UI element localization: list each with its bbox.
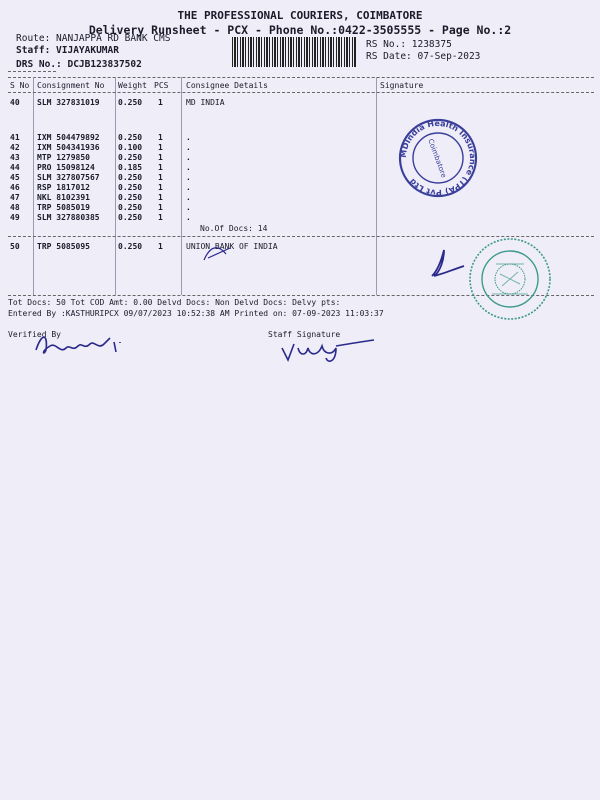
drs-number: DRS No.: DCJB123837502 [16,59,142,70]
row-consignee: . [186,133,191,142]
row-weight: 0.250 [118,213,143,222]
col-divider [33,77,34,295]
bank-stamp [466,236,554,322]
row-weight: 0.250 [118,98,143,107]
row-weight: 0.250 [118,183,143,192]
row-sno: 42 [10,143,20,152]
staff-signature [278,334,378,364]
stamp-ring-text: MDIndia Health Insurance (TPA) Pvt Ltd [398,118,478,198]
row-sno: 50 [10,242,20,251]
row-consignee: . [186,163,191,172]
row-weight: 0.250 [118,153,143,162]
col-divider [115,77,116,295]
col-divider [181,77,182,295]
row-sno: 44 [10,163,20,172]
row-weight: 0.250 [118,203,143,212]
row-pcs: 1 [158,98,163,107]
row-consignee: . [186,193,191,202]
rs-number: RS No.: 1238375 [366,39,452,50]
row-pcs: 1 [158,203,163,212]
row-consignment: IXM 504341936 [37,143,100,152]
row-sno: 45 [10,173,20,182]
row-weight: 0.250 [118,193,143,202]
row-sno: 46 [10,183,20,192]
row-weight: 0.100 [118,143,143,152]
header-rule-short [8,71,56,72]
row-sno: 49 [10,213,20,222]
verified-signature [32,330,132,360]
row50-signature [424,246,466,280]
route-label: Route: NANJAPPA RD BANK CMS [16,33,171,44]
row-pcs: 1 [158,143,163,152]
row-pcs: 1 [158,242,163,251]
col-header-consignment: Consignment No [37,81,105,90]
col-divider [376,77,377,295]
verified-by-label: Verified By [8,330,61,339]
row-pcs: 1 [158,153,163,162]
company-title: THE PROFESSIONAL COURIERS, COIMBATORE [177,9,423,22]
no-of-docs: No.Of Docs: 14 [200,224,268,233]
row-consignment: NKL 8102391 [37,193,90,202]
row-consignment: SLM 327807567 [37,173,100,182]
row-sno: 43 [10,153,20,162]
row-weight: 0.250 [118,242,143,251]
table-top-rule [8,77,594,78]
rs-date: RS Date: 07-Sep-2023 [366,51,481,62]
mdindia-stamp [393,118,483,198]
totals-line: Tot Docs: 50 Tot COD Amt: 0.00 Delvd Docs: Non Delvd Docs: Delvy pts: [8,298,341,307]
col-header-pcs: PCS [154,81,169,90]
row-consignment: SLM 327880385 [37,213,100,222]
row-consignee: . [186,183,191,192]
consignee-mark [200,240,236,266]
row-pcs: 1 [158,193,163,202]
row-consignment: IXM 504479892 [37,133,100,142]
row-consignee: UNION BANK OF INDIA [186,242,278,251]
row-weight: 0.250 [118,133,143,142]
staff-label: Staff: VIJAYAKUMAR [16,45,119,56]
row-consignment: TRP 5085095 [37,242,90,251]
row-consignment: TRP 5085019 [37,203,90,212]
row-pcs: 1 [158,133,163,142]
row-consignee: . [186,143,191,152]
row-sno: 47 [10,193,20,202]
row-pcs: 1 [158,213,163,222]
entered-by-line: Entered By :KASTHURIPCX 09/07/2023 10:52:38 AM Printed on: 07-09-2023 11:03:37 [8,309,384,318]
row-pcs: 1 [158,173,163,182]
row-weight: 0.250 [118,173,143,182]
row-consignee: MD INDIA [186,98,225,107]
row-pcs: 1 [158,183,163,192]
row-consignment: MTP 1279850 [37,153,90,162]
row-consignee: . [186,153,191,162]
row-sno: 40 [10,98,20,107]
col-header-weight: Weight [118,81,147,90]
stamp-center-text: Coimbatore [426,137,448,179]
row-consignee: . [186,203,191,212]
row-weight: 0.185 [118,163,143,172]
row-consignment: PRO 15098124 [37,163,95,172]
row-pcs: 1 [158,163,163,172]
row-sno: 41 [10,133,20,142]
col-header-sno: S No [10,81,30,90]
runsheet-title: Delivery Runsheet - PCX - Phone No.:0422-3505555 - Page No.:2 [88,23,512,37]
row-consignee: . [186,173,191,182]
row-consignment: RSP 1817012 [37,183,90,192]
row-consignment: SLM 327831019 [37,98,100,107]
row-sno: 48 [10,203,20,212]
staff-signature-label: Staff Signature [268,330,341,339]
row-consignee: . [186,213,191,222]
header-bottom-rule [8,92,594,93]
col-header-signature: Signature [380,81,424,90]
col-header-consignee: Consignee Details [186,81,268,90]
barcode [232,37,356,67]
